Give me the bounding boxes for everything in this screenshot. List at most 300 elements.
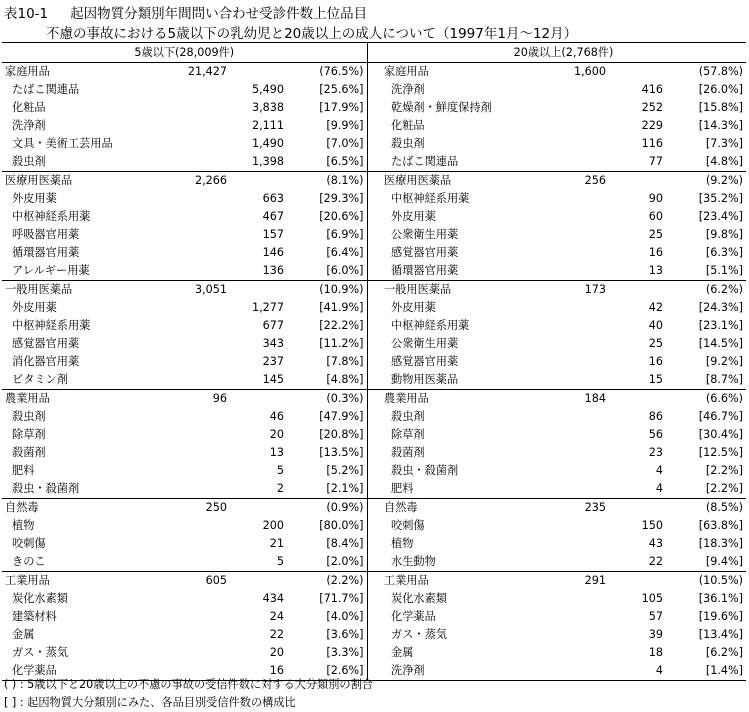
item-name: 殺虫剤: [391, 137, 425, 150]
item-percent: [80.0%]: [287, 517, 367, 535]
item-count: 22: [269, 628, 284, 641]
item-count: 3,838: [251, 101, 284, 114]
category-count: 21,427: [170, 63, 230, 82]
empty-cell: [549, 535, 609, 553]
item-row: [2, 608, 746, 626]
item-row: [2, 371, 746, 390]
item-count: 77: [648, 155, 663, 168]
category-name: 農業用品: [381, 390, 549, 409]
empty-cell: [170, 535, 230, 553]
category-count: 605: [170, 572, 230, 591]
category-percent: (6.2%): [666, 281, 746, 300]
item-percent: [2.6%]: [287, 662, 367, 681]
column-gap: [367, 353, 381, 371]
item-name: 消化器官用薬: [12, 355, 80, 368]
category-count: 250: [170, 499, 230, 518]
item-name: 循環器官用薬: [391, 264, 459, 277]
empty-cell: [549, 626, 609, 644]
category-count: 1,600: [549, 63, 609, 82]
item-percent: [29.3%]: [287, 190, 367, 208]
item-count: 56: [648, 428, 663, 441]
empty-cell: [549, 299, 609, 317]
empty-cell: [170, 371, 230, 390]
item-count: 4: [655, 482, 663, 495]
item-count: 4: [609, 662, 666, 681]
item-count: 60: [648, 210, 663, 223]
item-count: 16: [648, 355, 663, 368]
item-row: [2, 244, 746, 262]
item-count: 46: [269, 410, 284, 423]
item-count: 18: [648, 646, 663, 659]
item-count: 43: [648, 537, 663, 550]
item-percent: [12.5%]: [698, 446, 743, 459]
item-name: 咬刺傷: [12, 537, 46, 550]
item-percent: [63.8%]: [698, 519, 743, 532]
item-count: 146: [262, 246, 284, 259]
category-percent: (9.2%): [666, 172, 746, 191]
column-gap: [367, 517, 381, 535]
category-name: 工業用品: [2, 572, 170, 591]
column-gap: [367, 608, 381, 626]
item-name: 殺虫剤: [391, 410, 425, 423]
item-count: 16: [648, 246, 663, 259]
empty-cell: [549, 480, 609, 499]
item-count: 15: [648, 373, 663, 386]
column-gap: [367, 480, 381, 499]
empty-cell: [170, 444, 230, 462]
item-row: [2, 262, 746, 281]
item-count: 467: [262, 210, 284, 223]
item-name: 金属: [12, 628, 35, 641]
category-row: [2, 172, 746, 191]
item-count: 40: [648, 319, 663, 332]
item-percent: [17.9%]: [287, 99, 367, 117]
item-row: [2, 644, 746, 662]
item-percent: [6.0%]: [287, 262, 367, 281]
category-percent: (8.5%): [666, 499, 746, 518]
item-count: 25: [648, 228, 663, 241]
empty-cell: [549, 208, 609, 226]
item-count: 1,398: [251, 155, 284, 168]
item-count: 86: [648, 410, 663, 423]
category-name: 自然毒: [2, 499, 170, 518]
empty-cell: [170, 335, 230, 353]
empty-cell: [170, 590, 230, 608]
item-count: 237: [262, 355, 284, 368]
item-count: 434: [262, 592, 284, 605]
column-gap: [367, 190, 381, 208]
item-count: 23: [648, 446, 663, 459]
item-percent: [47.9%]: [287, 408, 367, 426]
empty-cell: [170, 553, 230, 572]
item-count: 57: [648, 610, 663, 623]
empty-cell: [549, 553, 609, 572]
table-body: [2, 63, 746, 681]
empty-cell: [170, 208, 230, 226]
item-name: 文具・美術工芸用品: [12, 137, 113, 150]
category-percent: (8.1%): [287, 172, 367, 191]
item-percent: [23.1%]: [698, 319, 743, 332]
empty-cell: [170, 81, 230, 99]
item-percent: [25.6%]: [287, 81, 367, 99]
item-row: [2, 81, 746, 99]
empty-cell: [230, 63, 287, 82]
item-percent: [2.2%]: [705, 482, 743, 495]
empty-cell: [170, 608, 230, 626]
item-count: 20: [269, 646, 284, 659]
item-name: 外皮用薬: [391, 210, 436, 223]
header-left: 5歳以下(28,009件): [2, 43, 367, 63]
category-name: 農業用品: [2, 390, 170, 409]
item-row: [2, 626, 746, 644]
item-row: [2, 135, 746, 153]
empty-cell: [549, 590, 609, 608]
item-name: 中枢神経系用薬: [12, 210, 91, 223]
column-gap: [367, 281, 381, 300]
item-percent: [4.8%]: [287, 371, 367, 390]
item-percent: [9.9%]: [287, 117, 367, 135]
empty-cell: [549, 117, 609, 135]
empty-cell: [549, 317, 609, 335]
empty-cell: [170, 644, 230, 662]
empty-cell: [609, 172, 666, 191]
item-name: 殺菌剤: [391, 446, 425, 459]
item-count: 5,490: [251, 83, 284, 96]
item-name: きのこ: [12, 555, 46, 568]
item-percent: [11.2%]: [287, 335, 367, 353]
item-name: 中枢神経系用薬: [391, 192, 470, 205]
item-name: 外皮用薬: [12, 192, 57, 205]
empty-cell: [170, 353, 230, 371]
item-row: [2, 317, 746, 335]
item-count: 2: [276, 482, 284, 495]
item-name: 洗浄剤: [391, 83, 425, 96]
item-count: 105: [641, 592, 663, 605]
empty-cell: [609, 390, 666, 409]
category-name: 工業用品: [381, 572, 549, 591]
item-percent: [36.1%]: [698, 592, 743, 605]
item-name: 化粧品: [12, 101, 46, 114]
empty-cell: [549, 462, 609, 480]
item-percent: [24.3%]: [698, 301, 743, 314]
item-row: [2, 335, 746, 353]
category-row: [2, 390, 746, 409]
column-gap: [367, 644, 381, 662]
empty-cell: [549, 244, 609, 262]
item-name: 肥料: [12, 464, 35, 477]
category-count: 173: [549, 281, 609, 300]
item-count: 145: [262, 373, 284, 386]
empty-cell: [170, 408, 230, 426]
item-count: 1,490: [251, 137, 284, 150]
empty-cell: [609, 281, 666, 300]
category-count: 235: [549, 499, 609, 518]
category-percent: (76.5%): [287, 63, 367, 82]
empty-cell: [230, 499, 287, 518]
empty-cell: [549, 644, 609, 662]
empty-cell: [549, 99, 609, 117]
item-percent: [20.8%]: [287, 426, 367, 444]
column-gap: [367, 553, 381, 572]
category-percent: (57.8%): [666, 63, 746, 82]
item-name: 感覚器官用薬: [391, 246, 459, 259]
empty-cell: [230, 172, 287, 191]
item-name: 炭化水素類: [391, 592, 447, 605]
empty-cell: [170, 480, 230, 499]
item-count: 22: [648, 555, 663, 568]
empty-cell: [549, 662, 609, 681]
column-gap: [367, 535, 381, 553]
item-row: [2, 553, 746, 572]
item-percent: [6.4%]: [287, 244, 367, 262]
empty-cell: [609, 572, 666, 591]
item-percent: [9.4%]: [705, 555, 743, 568]
item-percent: [7.0%]: [287, 135, 367, 153]
item-name: 殺虫剤: [12, 155, 46, 168]
item-percent: [2.0%]: [287, 553, 367, 572]
category-name: 医療用医薬品: [2, 172, 170, 191]
item-name: ガス・蒸気: [12, 646, 68, 659]
column-gap: [367, 117, 381, 135]
item-name: 外皮用薬: [12, 301, 57, 314]
item-name: 金属: [391, 646, 414, 659]
category-name: 家庭用品: [381, 63, 549, 82]
empty-cell: [549, 517, 609, 535]
category-name: 一般用医薬品: [2, 281, 170, 300]
column-gap: [367, 371, 381, 390]
category-name: 医療用医薬品: [381, 172, 549, 191]
category-count: 291: [549, 572, 609, 591]
item-percent: [7.3%]: [705, 137, 743, 150]
item-row: [2, 117, 746, 135]
item-percent: [6.5%]: [287, 153, 367, 172]
item-percent: [35.2%]: [698, 192, 743, 205]
category-percent: (0.3%): [287, 390, 367, 409]
item-row: [2, 517, 746, 535]
column-gap: [367, 462, 381, 480]
item-name: 殺虫剤: [12, 410, 46, 423]
category-percent: (6.6%): [666, 390, 746, 409]
item-name: 炭化水素類: [12, 592, 68, 605]
item-row: [2, 590, 746, 608]
item-count: 416: [641, 83, 663, 96]
note-parentheses: ( ) : 5歳以下と20歳以上の不慮の事故の受信件数に対する大分類別の割合: [4, 678, 373, 691]
item-percent: [13.4%]: [698, 628, 743, 641]
item-name: 咬刺傷: [391, 519, 425, 532]
item-name: 感覚器官用薬: [12, 337, 80, 350]
category-row: [2, 281, 746, 300]
item-count: 157: [262, 228, 284, 241]
item-name: 肥料: [391, 482, 414, 495]
column-gap: [367, 208, 381, 226]
item-name: 公衆衛生用薬: [391, 337, 459, 350]
poison-inquiry-table: [2, 42, 746, 681]
empty-cell: [549, 335, 609, 353]
item-name: 殺菌剤: [12, 446, 46, 459]
empty-cell: [549, 353, 609, 371]
item-percent: [18.3%]: [698, 537, 743, 550]
item-count: 229: [641, 119, 663, 132]
item-percent: [30.4%]: [698, 428, 743, 441]
item-percent: [2.1%]: [287, 480, 367, 499]
item-percent: [4.8%]: [705, 155, 743, 168]
item-count: 5: [276, 555, 284, 568]
item-percent: [6.9%]: [287, 226, 367, 244]
empty-cell: [170, 99, 230, 117]
item-percent: [3.3%]: [287, 644, 367, 662]
item-name: 呼吸器官用薬: [12, 228, 80, 241]
item-count: 2,111: [251, 119, 284, 132]
item-name: 循環器官用薬: [12, 246, 80, 259]
empty-cell: [549, 371, 609, 390]
category-count: 184: [549, 390, 609, 409]
empty-cell: [170, 244, 230, 262]
table-notes: [4, 676, 373, 712]
empty-cell: [170, 135, 230, 153]
item-count: 136: [262, 264, 284, 277]
item-name: 洗浄剤: [12, 119, 46, 132]
table-subtitle: 不慮の事故における5歳以下の乳幼児と20歳以上の成人について（1997年1月〜12月）: [46, 26, 578, 42]
item-percent: [6.3%]: [705, 246, 743, 259]
category-count: 96: [170, 390, 230, 409]
column-gap: [367, 444, 381, 462]
category-percent: (2.2%): [287, 572, 367, 591]
empty-cell: [549, 153, 609, 172]
item-count: 20: [269, 428, 284, 441]
item-name: 中枢神経系用薬: [391, 319, 470, 332]
item-name: 外皮用薬: [391, 301, 436, 314]
item-name: 化粧品: [391, 119, 425, 132]
item-percent: [4.0%]: [287, 608, 367, 626]
header-right: 20歳以上(2,768件): [381, 43, 746, 63]
item-name: ガス・蒸気: [391, 628, 447, 641]
item-row: [2, 462, 746, 480]
column-gap: [367, 226, 381, 244]
empty-cell: [549, 608, 609, 626]
empty-cell: [609, 63, 666, 82]
column-gap: [367, 172, 381, 191]
item-name: 水生動物: [391, 555, 436, 568]
column-gap: [367, 408, 381, 426]
item-count: 5: [276, 464, 284, 477]
category-count: 2,266: [170, 172, 230, 191]
item-percent: [22.2%]: [287, 317, 367, 335]
item-percent: [19.6%]: [698, 610, 743, 623]
item-name: 動物用医薬品: [391, 373, 459, 386]
item-percent: [3.6%]: [287, 626, 367, 644]
item-name: 洗浄剤: [381, 662, 549, 681]
item-percent: [9.8%]: [705, 228, 743, 241]
column-gap: [367, 335, 381, 353]
item-row: [2, 190, 746, 208]
empty-cell: [549, 81, 609, 99]
column-gap: [367, 244, 381, 262]
item-count: 663: [262, 192, 284, 205]
item-row: [2, 353, 746, 371]
item-percent: [26.0%]: [698, 83, 743, 96]
column-gap: [367, 262, 381, 281]
item-count: 677: [262, 319, 284, 332]
empty-cell: [549, 135, 609, 153]
column-gap: [367, 590, 381, 608]
item-count: 150: [641, 519, 663, 532]
empty-cell: [170, 190, 230, 208]
item-percent: [20.6%]: [287, 208, 367, 226]
item-percent: [5.1%]: [705, 264, 743, 277]
empty-cell: [549, 444, 609, 462]
empty-cell: [549, 226, 609, 244]
item-percent: [7.8%]: [287, 353, 367, 371]
item-row: [2, 408, 746, 426]
category-percent: (10.9%): [287, 281, 367, 300]
category-count: 3,051: [170, 281, 230, 300]
item-row: [2, 444, 746, 462]
empty-cell: [170, 462, 230, 480]
item-count: 16: [230, 662, 287, 681]
item-row: [2, 299, 746, 317]
empty-cell: [170, 299, 230, 317]
item-percent: [6.2%]: [705, 646, 743, 659]
empty-cell: [549, 408, 609, 426]
item-count: 116: [641, 137, 663, 150]
column-gap: [367, 135, 381, 153]
item-name: たばこ関連品: [12, 83, 80, 96]
empty-cell: [609, 499, 666, 518]
item-percent: [13.5%]: [287, 444, 367, 462]
item-count: 13: [648, 264, 663, 277]
category-row: [2, 63, 746, 82]
column-gap: [367, 81, 381, 99]
item-name: 公衆衛生用薬: [391, 228, 459, 241]
header-row: [2, 43, 746, 63]
item-count: 200: [262, 519, 284, 532]
column-gap: [367, 63, 381, 82]
column-gap: [367, 572, 381, 591]
item-name: 感覚器官用薬: [391, 355, 459, 368]
item-name: たばこ関連品: [391, 155, 459, 168]
category-percent: (0.9%): [287, 499, 367, 518]
item-count: 39: [648, 628, 663, 641]
item-percent: [8.4%]: [287, 535, 367, 553]
item-row: [2, 208, 746, 226]
item-name: 乾燥剤・鮮度保持剤: [391, 101, 492, 114]
item-name: ビタミン剤: [12, 373, 68, 386]
empty-cell: [170, 517, 230, 535]
item-count: 13: [269, 446, 284, 459]
item-count: 90: [648, 192, 663, 205]
empty-cell: [170, 426, 230, 444]
category-row: [2, 572, 746, 591]
empty-cell: [549, 190, 609, 208]
column-gap: [367, 426, 381, 444]
item-row: [2, 99, 746, 117]
item-row: [2, 480, 746, 499]
empty-cell: [170, 317, 230, 335]
table-title-text: 起因物質分類別年間問い合わせ受診件数上位品目: [70, 6, 368, 22]
item-percent: [2.2%]: [705, 464, 743, 477]
empty-cell: [170, 262, 230, 281]
item-percent: [15.8%]: [698, 101, 743, 114]
empty-cell: [170, 626, 230, 644]
item-percent: [41.9%]: [287, 299, 367, 317]
item-percent: [8.7%]: [705, 373, 743, 386]
empty-cell: [170, 117, 230, 135]
item-row: [2, 426, 746, 444]
item-count: 25: [648, 337, 663, 350]
item-name: アレルギー用薬: [12, 264, 90, 277]
item-percent: [14.3%]: [698, 119, 743, 132]
item-name: 建築材料: [12, 610, 57, 623]
